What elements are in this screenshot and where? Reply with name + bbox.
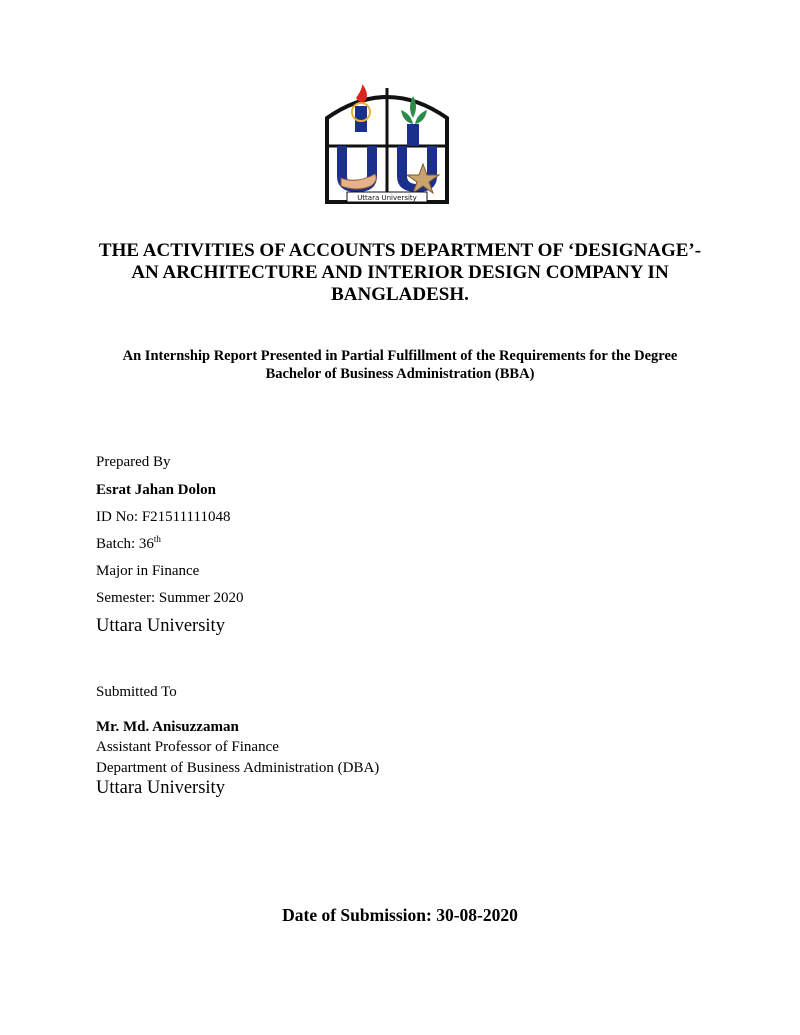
submitted-to-heading: Submitted To <box>96 684 177 700</box>
student-university: Uttara University <box>96 616 225 636</box>
report-subtitle <box>60 347 740 383</box>
university-logo <box>323 80 451 214</box>
supervisor-university: Uttara University <box>96 778 225 798</box>
batch-label: Batch: 36 <box>96 536 154 552</box>
student-name: Esrat Jahan Dolon <box>96 482 217 498</box>
student-semester: Semester: Summer 2020 <box>96 590 244 606</box>
uttara-university-crest-icon <box>323 80 451 214</box>
student-batch <box>96 535 161 553</box>
title-line-2: AN ARCHITECTURE AND INTERIOR DESIGN COMPANY IN <box>131 262 669 283</box>
subtitle-line-2: Bachelor of Business Administration (BBA) <box>265 366 535 382</box>
batch-suffix: th <box>153 534 161 544</box>
svg-text:Uttara University: Uttara University <box>357 194 417 202</box>
supervisor-department: Department of Business Administration (DBA) <box>96 760 380 776</box>
student-major: Major in Finance <box>96 563 200 579</box>
student-id: ID No: F21511111048 <box>96 509 231 525</box>
date-of-submission: Date of Submission: 30-08-2020 <box>282 905 518 925</box>
title-line-1: THE ACTIVITIES OF ACCOUNTS DEPARTMENT OF ‘DESIGNAGE’- <box>98 240 702 261</box>
subtitle-line-1: An Internship Report Presented in Partial Fulfillment of the Requirements for the Degree <box>122 348 678 364</box>
title-line-3: BANGLADESH. <box>331 284 469 305</box>
report-title <box>60 240 740 306</box>
supervisor-name: Mr. Md. Anisuzzaman <box>96 719 239 735</box>
prepared-by-heading: Prepared By <box>96 454 171 470</box>
supervisor-position: Assistant Professor of Finance <box>96 739 279 755</box>
